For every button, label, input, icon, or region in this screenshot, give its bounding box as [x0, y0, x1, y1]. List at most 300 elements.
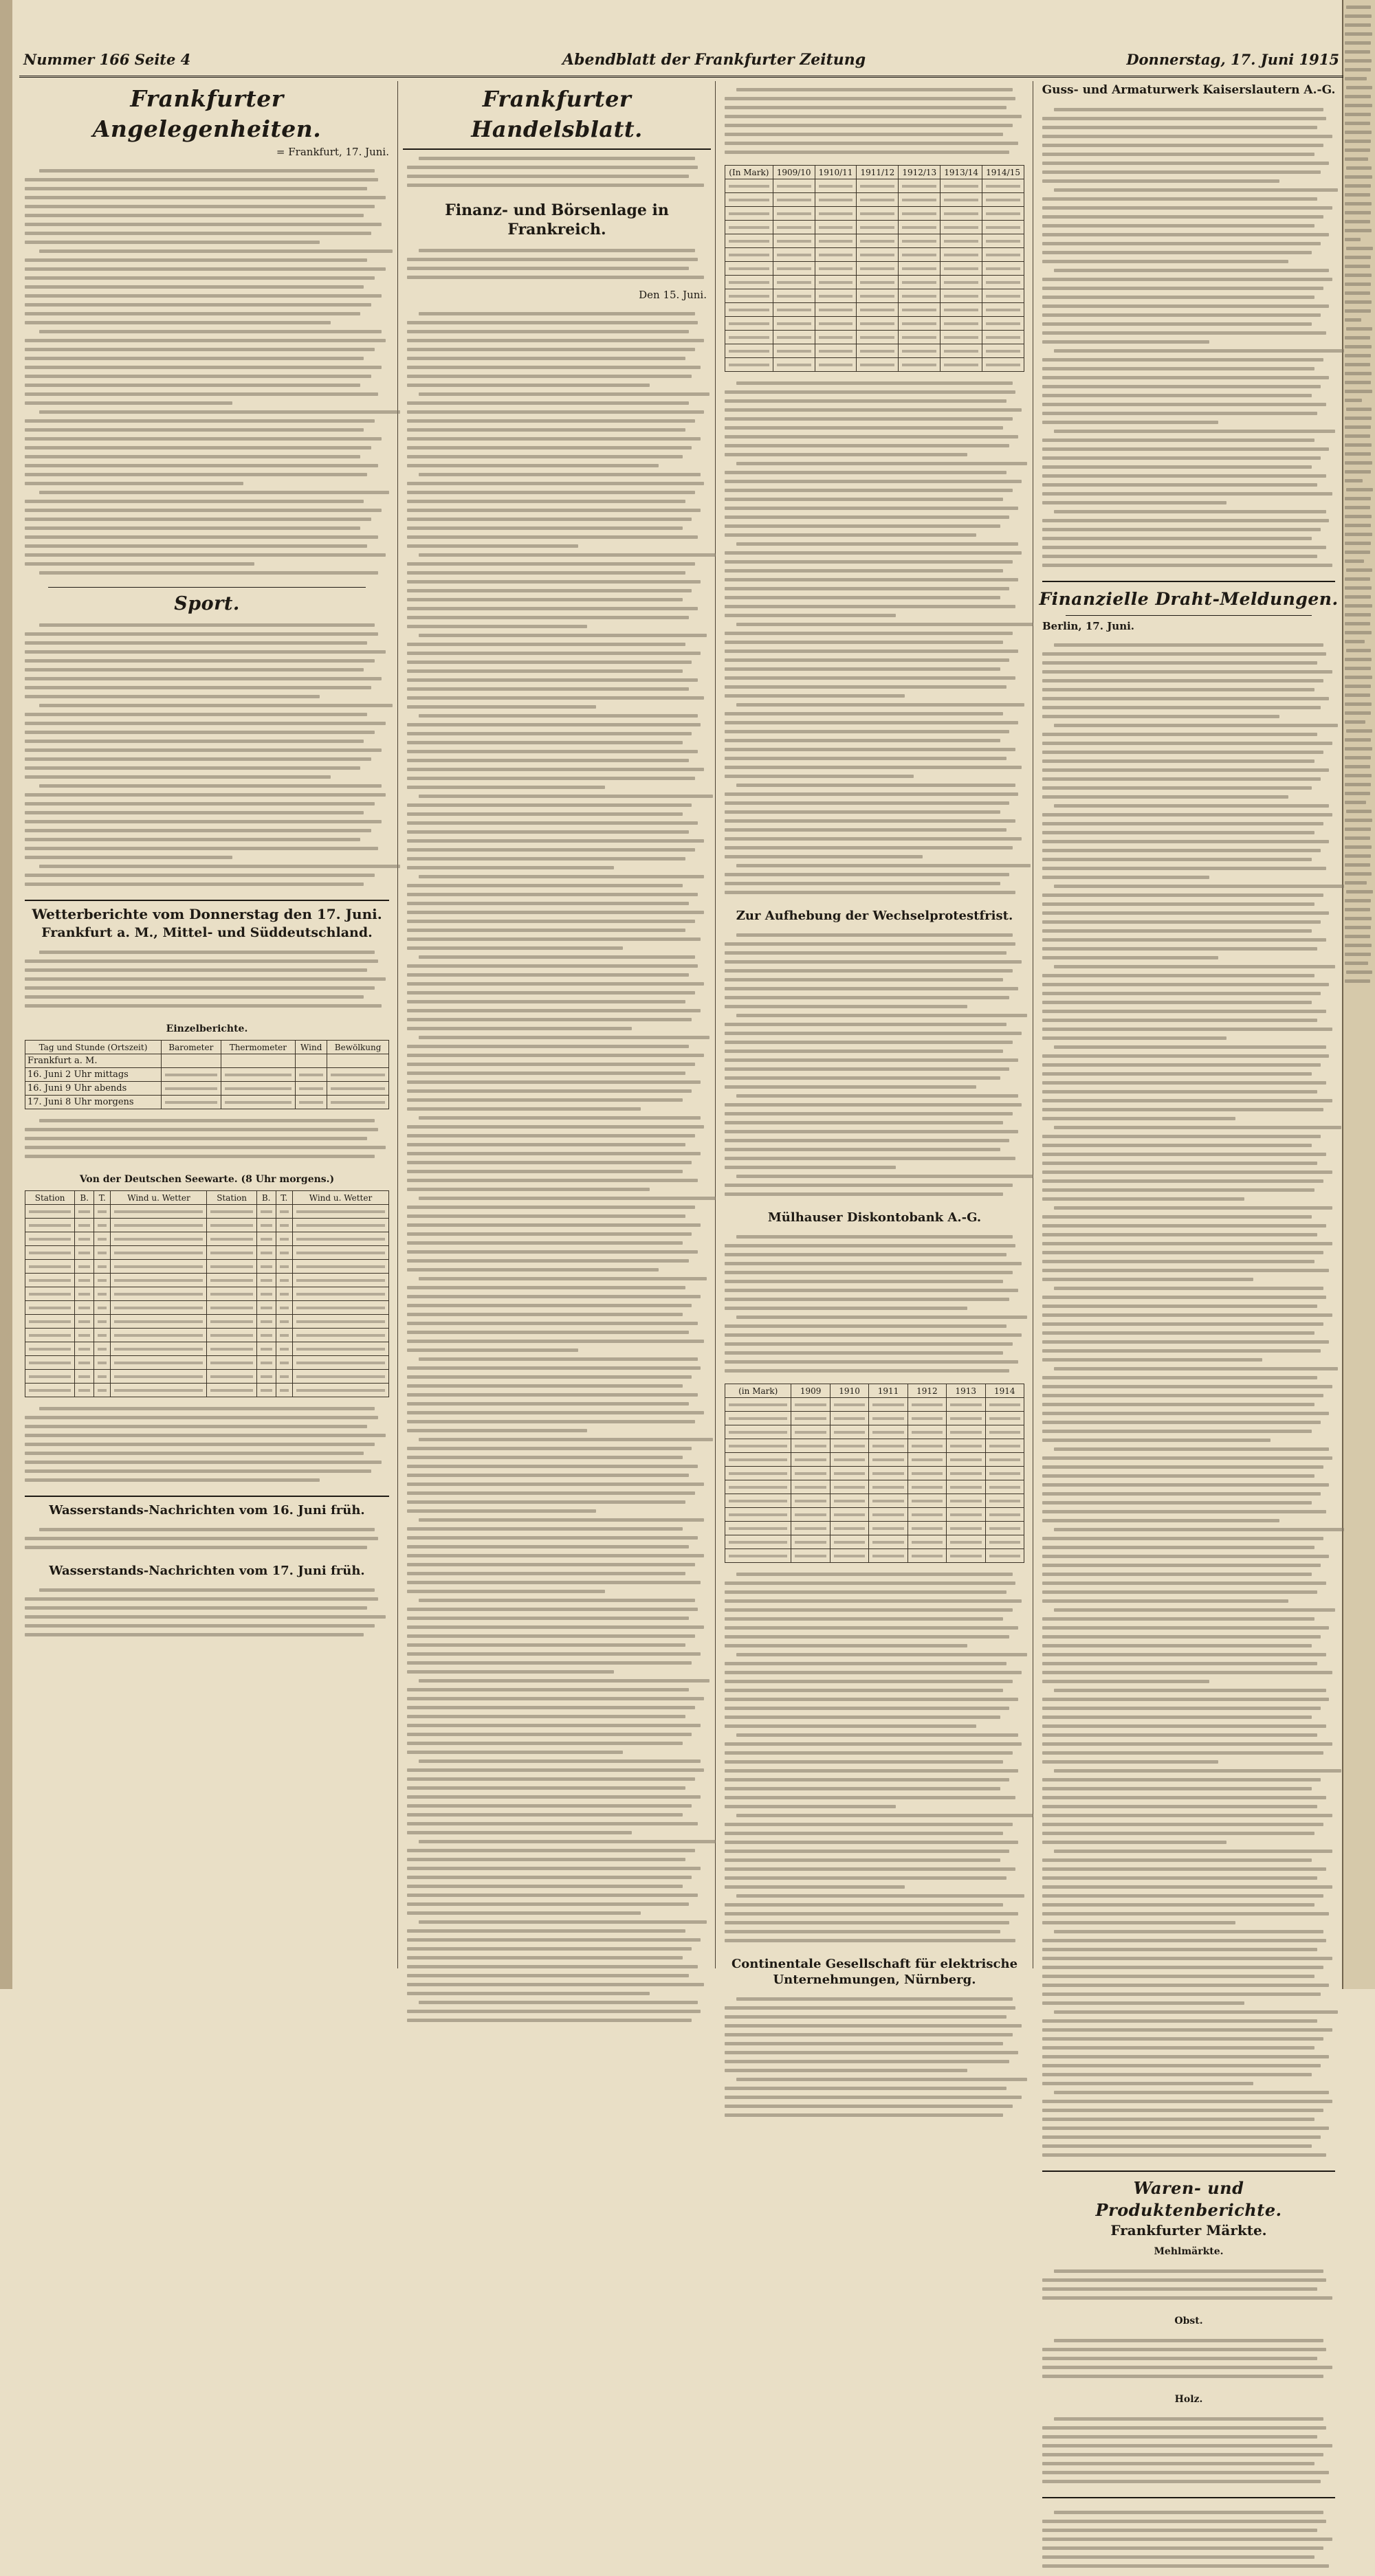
- table-cell: [869, 1522, 908, 1535]
- table-cell: [791, 1549, 830, 1563]
- table-row: [725, 331, 1024, 344]
- table-cell: [276, 1301, 292, 1315]
- table-cell: [256, 1356, 276, 1370]
- france-article-text: [403, 305, 711, 2030]
- text-line: [1042, 2471, 1329, 2474]
- text-line: [725, 828, 1006, 832]
- text-line: [725, 587, 1009, 590]
- text-line: [407, 1304, 692, 1307]
- text-line: [407, 857, 685, 860]
- text-line: [419, 1518, 703, 1522]
- text-line: [1042, 1832, 1314, 1835]
- table-cell: [276, 1205, 292, 1219]
- table-cell: [276, 1246, 292, 1260]
- text-line: [1345, 77, 1367, 80]
- table-cell: [982, 234, 1024, 248]
- text-line: [736, 864, 1030, 867]
- text-line: [725, 578, 1018, 581]
- text-line: [407, 1295, 701, 1298]
- text-line: [725, 1823, 1013, 1826]
- text-line: [25, 1633, 364, 1636]
- text-line: [25, 802, 375, 806]
- table-cell: [815, 262, 857, 276]
- text-line: [1042, 1260, 1314, 1263]
- text-line: [1345, 390, 1372, 393]
- text-line: [1345, 148, 1370, 152]
- text-line: [25, 1624, 375, 1628]
- text-line: [407, 1223, 701, 1227]
- table-cell: [725, 1425, 791, 1439]
- text-line: [407, 1849, 695, 1852]
- text-line: [1042, 1108, 1323, 1111]
- text-line: [725, 106, 1006, 109]
- text-line: [1042, 1054, 1329, 1058]
- text-line: [1042, 751, 1323, 754]
- table-cell: [94, 1329, 111, 1342]
- table-row: [725, 1508, 1024, 1522]
- table-cell: [75, 1356, 94, 1370]
- text-line: [725, 1671, 1022, 1674]
- text-line: [1042, 1063, 1321, 1067]
- text-line: [1345, 452, 1371, 456]
- text-line: [1345, 202, 1372, 206]
- text-line: [725, 873, 1009, 876]
- text-line: [1042, 2444, 1332, 2447]
- text-line: [1042, 1885, 1332, 1889]
- text-line: [407, 267, 689, 270]
- table-cell: [292, 1301, 388, 1315]
- table-cell: [276, 1287, 292, 1301]
- text-line: [736, 1997, 1012, 2001]
- text-line: [1042, 1573, 1312, 1576]
- text-line: [1345, 828, 1371, 831]
- text-line: [407, 1018, 692, 1021]
- table-cell: [25, 1260, 75, 1274]
- table-cell: [207, 1219, 256, 1232]
- text-line: [407, 1456, 683, 1459]
- table-row: [725, 317, 1024, 331]
- text-line: [725, 1076, 1000, 1080]
- text-line: [1345, 443, 1372, 447]
- table-cell: [857, 276, 899, 289]
- text-line: [736, 88, 1012, 91]
- text-line: [25, 437, 382, 441]
- table-cell: [276, 1219, 292, 1232]
- text-line: [1345, 854, 1371, 858]
- text-line: [1042, 1921, 1235, 1924]
- text-line: [725, 694, 905, 698]
- text-line: [1345, 184, 1371, 188]
- table-cell: [815, 344, 857, 358]
- text-line: [407, 1500, 685, 1504]
- table-cell: [25, 1342, 75, 1356]
- text-line: [407, 920, 695, 923]
- text-line: [407, 175, 689, 178]
- table-cell: [111, 1384, 207, 1397]
- text-line: [1345, 318, 1361, 322]
- text-line: [407, 786, 605, 789]
- text-line: [736, 1894, 1024, 1898]
- text-line: [1345, 819, 1372, 822]
- table-cell: [725, 344, 773, 358]
- table-row: [725, 193, 1024, 207]
- text-line: [725, 1841, 1018, 1844]
- text-line: [1345, 32, 1372, 36]
- text-line: [39, 169, 375, 173]
- text-line: [725, 819, 1015, 823]
- text-line: [725, 632, 1013, 635]
- text-line: [407, 1232, 692, 1236]
- text-line: [725, 471, 1006, 474]
- table-cell: [725, 289, 773, 303]
- text-line: [1346, 327, 1372, 331]
- text-line: [25, 232, 371, 235]
- text-line: [1346, 488, 1373, 491]
- text-line: [725, 1581, 1015, 1585]
- text-line: [407, 1992, 650, 1995]
- text-line: [1042, 1215, 1312, 1219]
- text-line: [25, 1425, 367, 1428]
- text-line: [736, 1014, 1027, 1017]
- text-line: [1345, 845, 1372, 849]
- text-line: [407, 276, 704, 279]
- table-row: [725, 1549, 1024, 1563]
- weather-table-frankfurt: [25, 1040, 389, 1109]
- text-line: [725, 533, 976, 537]
- text-line: [725, 942, 1015, 946]
- text-line: [407, 1375, 692, 1379]
- text-line: [1042, 555, 1317, 558]
- table-cell: [94, 1232, 111, 1246]
- text-line: [407, 509, 701, 512]
- table-cell: [857, 344, 899, 358]
- table-cell: [985, 1480, 1024, 1494]
- text-line: [1345, 658, 1372, 661]
- table-cell: [830, 1508, 868, 1522]
- text-line: [419, 553, 716, 557]
- text-line: [725, 1253, 1006, 1256]
- text-line: [725, 2069, 967, 2072]
- text-line: [1042, 2100, 1332, 2103]
- table-cell: [111, 1260, 207, 1274]
- text-line: [1042, 2480, 1321, 2483]
- table-header: 1912/13: [899, 166, 940, 179]
- text-line: [25, 1128, 378, 1131]
- text-line: [419, 1679, 710, 1683]
- text-line: [407, 893, 698, 896]
- text-line: [736, 1315, 1027, 1319]
- table-cell: [25, 1232, 75, 1246]
- binding-edge: [0, 0, 12, 1989]
- text-line: [725, 390, 1015, 394]
- text-line: [1042, 367, 1314, 370]
- text-line: [419, 1438, 712, 1441]
- text-line: [25, 455, 360, 458]
- text-line: [1042, 1599, 1288, 1603]
- text-line: [1345, 738, 1371, 742]
- text-line: [725, 480, 1022, 483]
- text-line: [1042, 1867, 1326, 1871]
- table-cell: [207, 1205, 256, 1219]
- text-line: [25, 276, 375, 280]
- text-line: [725, 739, 1000, 742]
- text-line: [725, 596, 1000, 599]
- text-line: [419, 875, 703, 878]
- text-line: [1042, 1019, 1317, 1022]
- text-line: [25, 757, 371, 761]
- text-line: [1345, 479, 1363, 482]
- table-cell: [982, 207, 1024, 221]
- table-cell: [111, 1274, 207, 1287]
- text-line: [25, 214, 364, 217]
- table-cell: [869, 1467, 908, 1480]
- text-line: [725, 1617, 1003, 1621]
- text-line: [1042, 742, 1332, 745]
- text-line: [725, 1939, 1015, 1942]
- text-line: [1042, 1331, 1314, 1335]
- text-line: [25, 1469, 371, 1473]
- table-row: [25, 1219, 389, 1232]
- text-line: [1042, 2529, 1317, 2532]
- text-line: [25, 686, 371, 689]
- table-cell: [94, 1274, 111, 1287]
- text-line: [1042, 1992, 1321, 1996]
- text-line: [725, 426, 1003, 430]
- table-cell: [773, 358, 815, 372]
- seewarte-title: Von der Deutschen Seewarte. (8 Uhr morgens.): [79, 1174, 335, 1185]
- text-line: [725, 1626, 1018, 1630]
- text-line: [407, 705, 596, 709]
- table-cell: [276, 1232, 292, 1246]
- text-line: [25, 401, 232, 405]
- text-line: [1345, 667, 1371, 670]
- text-line: [1042, 2375, 1323, 2378]
- text-line: [1054, 804, 1329, 808]
- text-line: [407, 866, 614, 869]
- text-line: [1042, 2564, 1329, 2568]
- weather-text: [21, 944, 393, 1016]
- text-line: [25, 205, 375, 208]
- table-cell: [75, 1260, 94, 1274]
- text-line: [725, 1184, 1013, 1187]
- text-line: [407, 1447, 692, 1450]
- text-line: [407, 1742, 683, 1745]
- text-line: [25, 977, 386, 981]
- text-line: [1042, 1546, 1314, 1549]
- table-cell: [869, 1549, 908, 1563]
- table-cell: [869, 1494, 908, 1508]
- table-cell: [292, 1384, 388, 1397]
- table-cell: [908, 1412, 946, 1425]
- text-line: [1054, 1126, 1341, 1129]
- table-cell: [985, 1412, 1024, 1425]
- text-line: [25, 446, 371, 449]
- table-cell: 17. Juni 8 Uhr morgens: [25, 1096, 162, 1109]
- text-line: [407, 1527, 683, 1531]
- text-line: [725, 1050, 1003, 1053]
- table-row: [25, 1246, 389, 1260]
- text-line: [1345, 586, 1372, 590]
- text-line: [725, 1157, 1015, 1160]
- text-line: [1345, 193, 1370, 197]
- text-line: [1042, 224, 1314, 227]
- text-line: [25, 241, 320, 244]
- text-line: [407, 982, 704, 986]
- table-cell: [207, 1329, 256, 1342]
- text-line: [736, 1175, 1033, 1178]
- table-cell: [830, 1522, 868, 1535]
- text-line: [25, 731, 375, 734]
- table-cell: [94, 1246, 111, 1260]
- table-cell: [830, 1439, 868, 1453]
- table-cell: [276, 1370, 292, 1384]
- table-row: [25, 1260, 389, 1274]
- text-line: [1345, 676, 1372, 679]
- text-line: [25, 1615, 386, 1619]
- text-line: [1042, 956, 1218, 959]
- text-line: [1345, 917, 1372, 920]
- table-cell: [256, 1205, 276, 1219]
- heading-muelhauser: Mülhauser Diskontobank A.-G.: [767, 1210, 982, 1225]
- text-line: [39, 491, 389, 494]
- table-cell: [725, 193, 773, 207]
- text-line: [1054, 349, 1344, 353]
- text-line: [407, 1581, 701, 1584]
- text-line: [407, 348, 695, 351]
- text-line: [725, 1271, 1013, 1274]
- table-cell: [111, 1342, 207, 1356]
- text-line: [725, 1680, 1013, 1683]
- text-line: [25, 267, 386, 271]
- text-line: [407, 1393, 698, 1397]
- table-cell: [256, 1260, 276, 1274]
- text-line: [1345, 693, 1370, 697]
- table-header: 1913: [947, 1384, 985, 1398]
- text-line: [407, 607, 698, 610]
- table-row: [25, 1370, 389, 1384]
- table-row: [725, 303, 1024, 317]
- text-line: [1042, 983, 1329, 986]
- text-line: [1054, 2417, 1323, 2421]
- table-cell: [725, 331, 773, 344]
- table-cell: [985, 1549, 1024, 1563]
- text-line: [1345, 935, 1370, 938]
- text-line: [725, 1166, 896, 1169]
- text-line: [1345, 229, 1372, 232]
- text-line: [1042, 2135, 1321, 2139]
- table-cell: [75, 1232, 94, 1246]
- table-cell: [899, 234, 940, 248]
- table-cell: [207, 1232, 256, 1246]
- text-line: [25, 285, 364, 289]
- text-line: [407, 1491, 695, 1495]
- text-line: [1345, 265, 1370, 268]
- text-line: [725, 151, 1009, 154]
- text-line: [1042, 1778, 1321, 1781]
- text-line: [1042, 1188, 1314, 1192]
- text-line: [725, 551, 1022, 555]
- text-line: [725, 1787, 1000, 1790]
- wood-text: [1038, 2410, 1339, 2491]
- table-header: Wind u. Wetter: [292, 1191, 388, 1205]
- text-line: [1042, 1439, 1270, 1442]
- table-row: [725, 1480, 1024, 1494]
- table-header: Station: [207, 1191, 256, 1205]
- text-line: [407, 1643, 685, 1647]
- table-cell: [94, 1384, 111, 1397]
- text-line: [1042, 304, 1329, 308]
- table-cell: [276, 1274, 292, 1287]
- text-line: [407, 2010, 701, 2013]
- text-line: [1042, 1671, 1332, 1674]
- text-line: [407, 1098, 683, 1102]
- text-line: [1042, 2462, 1314, 2465]
- text-line: [25, 258, 367, 262]
- text-line: [407, 526, 683, 530]
- text-line: [1042, 537, 1312, 540]
- text-line: [1042, 992, 1321, 995]
- text-line: [725, 676, 1015, 680]
- text-line: [725, 1635, 1009, 1639]
- text-line: [1345, 104, 1372, 107]
- text-line: [1042, 546, 1326, 549]
- text-line: [725, 2006, 1015, 2010]
- text-line: [407, 1751, 623, 1754]
- table-cell: [857, 193, 899, 207]
- text-line: [1345, 220, 1370, 223]
- table-cell: [815, 331, 857, 344]
- text-line: [1345, 524, 1371, 527]
- section-title-local: Frankfurter Angelegenheiten.: [92, 85, 322, 142]
- text-line: [407, 1313, 683, 1316]
- table-cell: [940, 289, 982, 303]
- text-line: [1042, 1376, 1317, 1379]
- table-cell: [25, 1301, 75, 1315]
- text-line: [1042, 412, 1317, 415]
- text-line: [725, 1707, 1009, 1710]
- text-line: [407, 687, 689, 691]
- text-line: [736, 784, 1015, 787]
- text-line: [1042, 1581, 1326, 1585]
- text-line: [1346, 86, 1373, 89]
- text-line: [407, 330, 689, 333]
- table-cell: [815, 179, 857, 193]
- text-line: [1042, 786, 1312, 790]
- text-line: [1054, 643, 1323, 647]
- text-line: [725, 837, 1022, 841]
- text-line: [1054, 2511, 1323, 2514]
- text-line: [407, 1617, 689, 1620]
- text-line: [725, 399, 1006, 403]
- text-line: [407, 1420, 695, 1423]
- company-text-1: [720, 375, 1028, 902]
- table-cell: [111, 1301, 207, 1315]
- text-line: [1042, 1492, 1321, 1496]
- text-line: [407, 562, 695, 566]
- text-line: [1345, 175, 1372, 179]
- text-line: [407, 446, 692, 449]
- table-cell: [940, 193, 982, 207]
- text-line: [725, 1796, 1015, 1799]
- table-cell: [773, 179, 815, 193]
- text-line: [1346, 5, 1372, 9]
- table-cell: [982, 331, 1024, 344]
- text-line: [1042, 1456, 1332, 1460]
- text-line: [1042, 1948, 1317, 1951]
- text-line: [39, 410, 400, 414]
- text-line: [1346, 166, 1372, 170]
- text-line: [407, 1974, 689, 1977]
